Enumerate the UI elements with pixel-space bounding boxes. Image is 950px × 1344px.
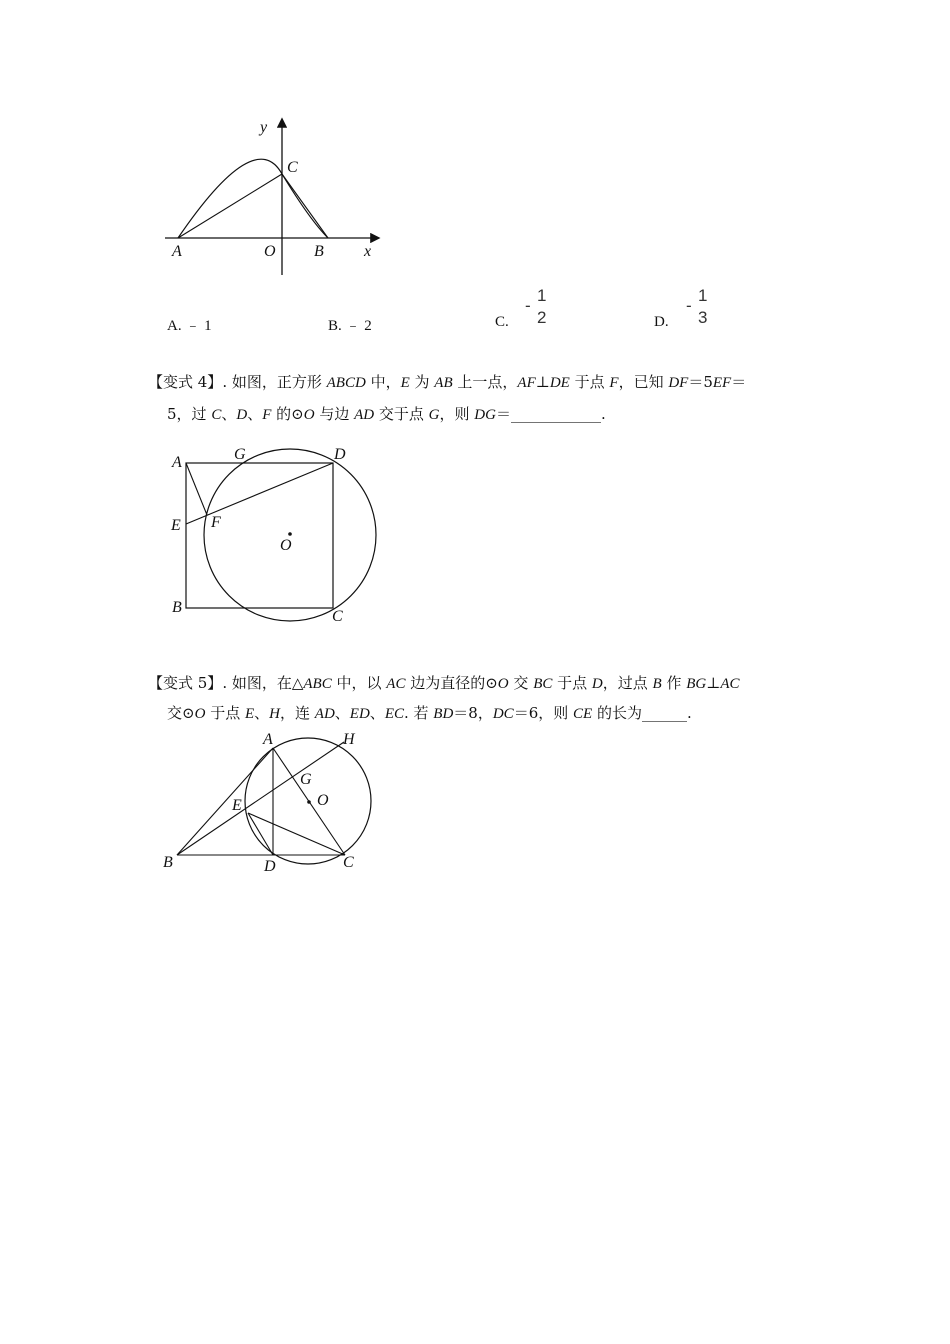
- q4-math: DE: [549, 375, 570, 391]
- q4-text: 中，: [365, 373, 401, 391]
- label-x: x: [364, 243, 372, 260]
- q4-text: ，已知: [618, 373, 669, 391]
- option-b: [328, 314, 372, 335]
- q5-math: B: [652, 676, 662, 692]
- q5-text: ＝6，则: [513, 704, 573, 722]
- q5-text: 于点: [205, 704, 245, 722]
- q5-math: D: [591, 676, 603, 692]
- label-e: E: [171, 517, 181, 534]
- q5-text: . 如图，在△: [222, 674, 304, 692]
- q5-math: AC: [386, 676, 406, 692]
- option-c-sign: -: [525, 296, 531, 315]
- option-d-sign: -: [686, 296, 692, 315]
- q4-math: E: [400, 375, 410, 391]
- label-f: F: [211, 514, 221, 531]
- parabola-curve: [178, 159, 328, 238]
- center-point: [288, 532, 292, 536]
- q4-text: ＝5: [688, 373, 713, 391]
- triangle-circle-figure: [155, 725, 395, 880]
- q5-line-2: [167, 703, 692, 724]
- label-b: B: [172, 599, 182, 616]
- q4-math: AB: [434, 375, 453, 391]
- option-d-denominator: 3: [698, 308, 708, 327]
- label-b: B: [163, 854, 173, 871]
- q5-text: 作: [661, 674, 687, 692]
- q5-math: CE: [573, 706, 593, 722]
- center-point: [307, 800, 311, 804]
- segment-cb: [282, 174, 328, 238]
- q4-text: 与边: [314, 405, 355, 423]
- q4-line-1: [148, 372, 746, 393]
- q5-text: . 若: [403, 704, 434, 722]
- q4-text: ＝____________.: [495, 405, 606, 423]
- q5-text: 于点: [552, 674, 592, 692]
- q5-math: DC: [492, 706, 514, 722]
- option-d-label: D.: [654, 314, 669, 330]
- square-circle-figure: [160, 440, 390, 630]
- label-h: H: [343, 731, 355, 748]
- parabola-figure: [150, 110, 390, 285]
- q4-math: G: [428, 407, 440, 423]
- q4-math: DG: [474, 407, 496, 423]
- q5-math: O: [497, 676, 509, 692]
- q4-text: ⊥: [535, 373, 550, 391]
- q5-math: AD: [314, 706, 335, 722]
- option-a-value: ﹣ 1: [185, 318, 212, 334]
- label-c: C: [332, 608, 343, 625]
- label-g: G: [300, 771, 312, 788]
- q4-line-2: [167, 404, 606, 425]
- label-d: D: [264, 858, 276, 875]
- label-d: D: [334, 446, 346, 463]
- q4-math: AD: [354, 407, 375, 423]
- segment-ed: [186, 463, 333, 524]
- option-a: [167, 314, 212, 335]
- option-c-label: C.: [495, 314, 509, 330]
- q5-math: O: [194, 706, 206, 722]
- label-e: E: [232, 797, 242, 814]
- option-b-label: B.: [328, 318, 342, 334]
- segment-af: [186, 463, 207, 515]
- q5-text: 、: [334, 704, 350, 722]
- q5-line-1: [148, 673, 740, 694]
- q4-text: 为: [409, 373, 435, 391]
- q5-math: BD: [433, 706, 454, 722]
- q5-text: 、: [369, 704, 385, 722]
- q4-math: ABCD: [326, 375, 366, 391]
- q4-text: . 如图，正方形: [222, 373, 327, 391]
- square-abcd: [186, 463, 333, 608]
- q5-text: 交⊙: [167, 704, 195, 722]
- option-a-label: A.: [167, 318, 182, 334]
- q4-tag: 【变式 4】: [148, 373, 223, 391]
- label-y: y: [260, 119, 268, 136]
- q5-text: ，连: [280, 704, 315, 722]
- option-b-value: ﹣ 2: [345, 318, 372, 334]
- q4-math: D: [236, 407, 248, 423]
- q5-math: ABC: [303, 676, 332, 692]
- label-o: O: [317, 792, 329, 809]
- q4-math: DF: [668, 375, 689, 391]
- q5-math: BG: [686, 676, 707, 692]
- option-c-denominator: 2: [537, 308, 547, 327]
- label-o: O: [280, 537, 292, 554]
- q5-math: EC: [384, 706, 404, 722]
- q5-text: ，过点: [602, 674, 653, 692]
- label-a: A: [172, 243, 182, 260]
- option-d-numerator: 1: [698, 286, 708, 305]
- q5-text: 边为直径的⊙: [405, 674, 498, 692]
- q4-math: O: [303, 407, 315, 423]
- q5-text: 交: [508, 674, 534, 692]
- option-c-fraction: [525, 286, 555, 330]
- label-b: B: [314, 243, 324, 260]
- option-d-fraction: [686, 286, 716, 330]
- q4-math: F: [262, 407, 272, 423]
- q5-text: 中，以: [331, 674, 387, 692]
- q4-math: AF: [517, 375, 536, 391]
- q5-text: 的长为______.: [592, 704, 692, 722]
- q4-text: 、: [221, 405, 237, 423]
- segment-ed: [248, 813, 273, 855]
- q5-math: BC: [533, 676, 553, 692]
- option-d: [654, 314, 669, 331]
- label-c: C: [343, 854, 354, 871]
- label-a: A: [172, 454, 182, 471]
- q5-math: E: [244, 706, 255, 722]
- q4-math: F: [609, 375, 619, 391]
- q4-text: ，则: [439, 405, 475, 423]
- q4-math: C: [211, 407, 222, 423]
- segment-ac: [178, 174, 282, 238]
- q5-math: AC: [720, 676, 740, 692]
- q4-math: EF: [712, 375, 732, 391]
- label-a: A: [263, 731, 273, 748]
- option-c: [495, 314, 509, 331]
- q5-text: ＝8，: [453, 704, 493, 722]
- q5-math: ED: [349, 706, 370, 722]
- q4-text: 的⊙: [271, 405, 304, 423]
- segment-ab: [177, 748, 273, 855]
- q4-text: 交于点: [374, 405, 429, 423]
- label-c: C: [287, 159, 298, 176]
- q4-text: 于点: [569, 373, 610, 391]
- q5-tag: 【变式 5】: [148, 674, 223, 692]
- q4-text: 5，过: [167, 405, 212, 423]
- q4-text: 、: [247, 405, 263, 423]
- q4-text: ＝: [731, 373, 747, 391]
- q5-text: 、: [254, 704, 270, 722]
- option-c-numerator: 1: [537, 286, 547, 305]
- label-g: G: [234, 446, 246, 463]
- q4-text: 上一点，: [452, 373, 518, 391]
- q5-math: H: [269, 706, 280, 722]
- label-o: O: [264, 243, 276, 260]
- q5-text: ⊥: [706, 674, 721, 692]
